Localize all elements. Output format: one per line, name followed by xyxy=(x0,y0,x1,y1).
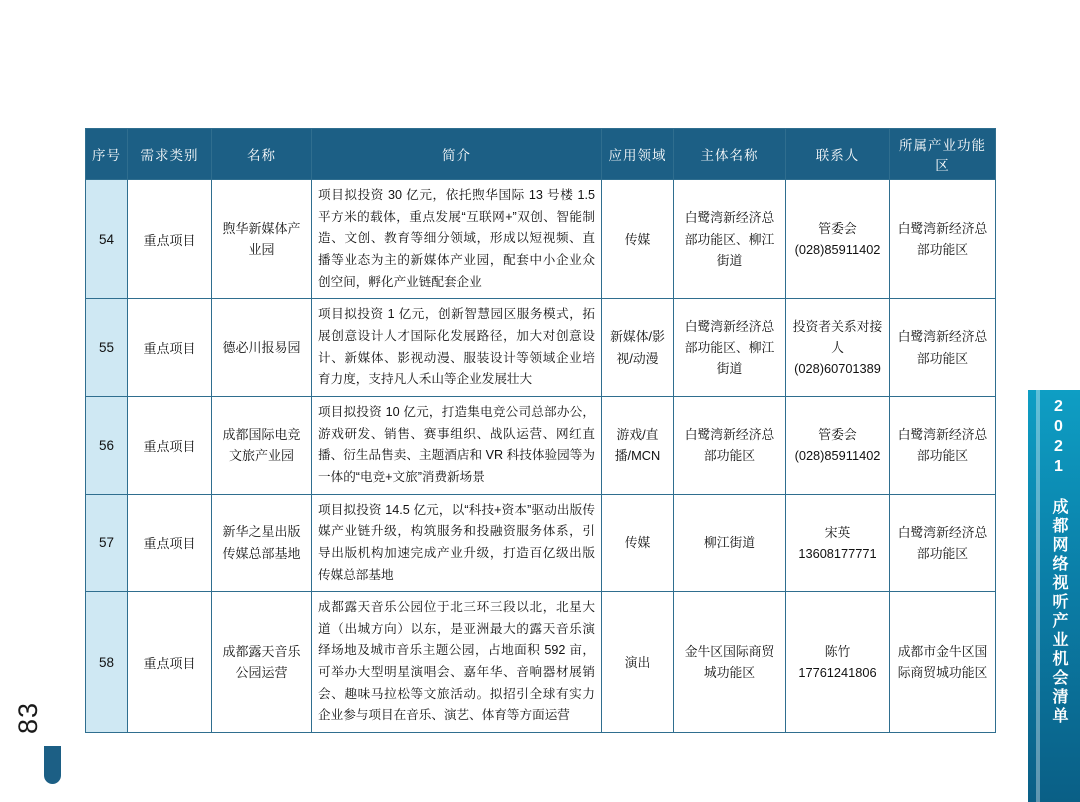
side-running-title: 2021 成都网络视听产业机会清单 xyxy=(1050,398,1067,726)
cell-seq: 55 xyxy=(86,299,128,397)
cell-category: 重点项目 xyxy=(128,180,212,299)
cell-category: 重点项目 xyxy=(128,592,212,733)
cell-name: 成都国际电竞文旅产业园 xyxy=(212,396,312,494)
column-header-name: 名称 xyxy=(212,129,312,180)
cell-description: 项目拟投资 14.5 亿元，以“科技+资本”驱动出版传媒产业链升级，构筑服务和投融资服务体系，引导出版机构加速完成产业升级，打造百亿级出版传媒总部基地 xyxy=(312,494,602,592)
cell-seq: 56 xyxy=(86,396,128,494)
page-number: 83 xyxy=(13,701,43,734)
table-header xyxy=(86,129,996,180)
table-body xyxy=(86,180,996,733)
column-header-contact: 联系人 xyxy=(786,129,890,180)
cell-contact xyxy=(786,180,890,299)
contact-phone: 17761241806 xyxy=(798,665,877,681)
opportunity-table xyxy=(85,128,996,733)
cell-seq: 57 xyxy=(86,494,128,592)
cell-name: 德必川报易园 xyxy=(212,299,312,397)
cell-field: 传媒 xyxy=(602,180,674,299)
cell-zone: 成都市金牛区国际商贸城功能区 xyxy=(890,592,996,733)
cell-subject: 金牛区国际商贸城功能区 xyxy=(674,592,786,733)
column-header-description: 简介 xyxy=(312,129,602,180)
cell-zone: 白鹭湾新经济总部功能区 xyxy=(890,180,996,299)
cell-contact xyxy=(786,592,890,733)
contact-phone: 13608177771 xyxy=(798,545,877,561)
cell-subject: 柳江街道 xyxy=(674,494,786,592)
cell-subject: 白鹭湾新经济总部功能区、柳江街道 xyxy=(674,299,786,397)
column-header-seq: 序号 xyxy=(86,129,128,180)
cell-field: 传媒 xyxy=(602,494,674,592)
cell-name: 成都露天音乐公园运营 xyxy=(212,592,312,733)
table-row xyxy=(86,299,996,397)
opportunity-table-container xyxy=(85,128,995,733)
cell-description: 成都露天音乐公园位于北三环三段以北，北星大道（出城方向）以东，是亚洲最大的露天音乐演绎场地及城市音乐主题公园，占地面积 592 亩，可举办大型明星演唱会、嘉年华、音响器材展销会、趣味马拉松等文旅活动。拟招引全球有实力企业参与项目在音乐、演艺、体育等方面运营 xyxy=(312,592,602,733)
cell-contact xyxy=(786,396,890,494)
cell-contact xyxy=(786,494,890,592)
cell-zone: 白鹭湾新经济总部功能区 xyxy=(890,396,996,494)
cell-contact xyxy=(786,299,890,397)
contact-name: 宋英 xyxy=(824,524,851,540)
cell-name: 煦华新媒体产业园 xyxy=(212,180,312,299)
cell-seq: 54 xyxy=(86,180,128,299)
cell-subject: 白鹭湾新经济总部功能区 xyxy=(674,396,786,494)
cell-field: 游戏/直播/MCN xyxy=(602,396,674,494)
cell-category: 重点项目 xyxy=(128,494,212,592)
column-header-field: 应用领域 xyxy=(602,129,674,180)
contact-name: 投资者关系对接人 xyxy=(792,318,883,356)
cell-field: 新媒体/影视/动漫 xyxy=(602,299,674,397)
cell-description: 项目拟投资 10 亿元，打造集电竞公司总部办公，游戏研发、销售、赛事组织、战队运营、网红直播、衍生品售卖、主题酒店和 VR 科技体验园等为一体的“电竞+文旅”消费新场景 xyxy=(312,396,602,494)
contact-phone: (028)60701389 xyxy=(794,361,881,377)
table-row xyxy=(86,396,996,494)
contact-phone: (028)85911402 xyxy=(794,242,881,258)
column-header-category: 需求类别 xyxy=(128,129,212,180)
cell-name: 新华之星出版传媒总部基地 xyxy=(212,494,312,592)
cell-zone: 白鹭湾新经济总部功能区 xyxy=(890,494,996,592)
contact-name: 陈竹 xyxy=(824,644,851,660)
contact-name: 管委会 xyxy=(818,221,857,237)
column-header-zone: 所属产业功能区 xyxy=(890,129,996,180)
table-row xyxy=(86,180,996,299)
cell-zone: 白鹭湾新经济总部功能区 xyxy=(890,299,996,397)
cell-description: 项目拟投资 1 亿元，创新智慧园区服务模式，拓展创意设计人才国际化发展路径，加大对创意设计、新媒体、影视动漫、服装设计等领域企业培育力度，支持凡人禾山等企业发展壮大 xyxy=(312,299,602,397)
table-row xyxy=(86,494,996,592)
column-header-subject: 主体名称 xyxy=(674,129,786,180)
cell-seq: 58 xyxy=(86,592,128,733)
contact-phone: (028)85911402 xyxy=(794,448,881,464)
cell-field: 演出 xyxy=(602,592,674,733)
cell-description: 项目拟投资 30 亿元，依托煦华国际 13 号楼 1.5 平方米的载体，重点发展“互联网+”双创、智能制造、文创、教育等细分领域，形成以短视频、直播等业态为主的新媒体产业园，配套中小企业众创空间，孵化产业链配套企业 xyxy=(312,180,602,299)
cell-category: 重点项目 xyxy=(128,396,212,494)
cell-subject: 白鹭湾新经济总部功能区、柳江街道 xyxy=(674,180,786,299)
side-strip-accent-line xyxy=(1036,390,1040,802)
page-corner-marker xyxy=(44,746,61,784)
table-header-row xyxy=(86,129,996,180)
contact-name: 管委会 xyxy=(818,427,857,443)
table-row xyxy=(86,592,996,733)
cell-category: 重点项目 xyxy=(128,299,212,397)
